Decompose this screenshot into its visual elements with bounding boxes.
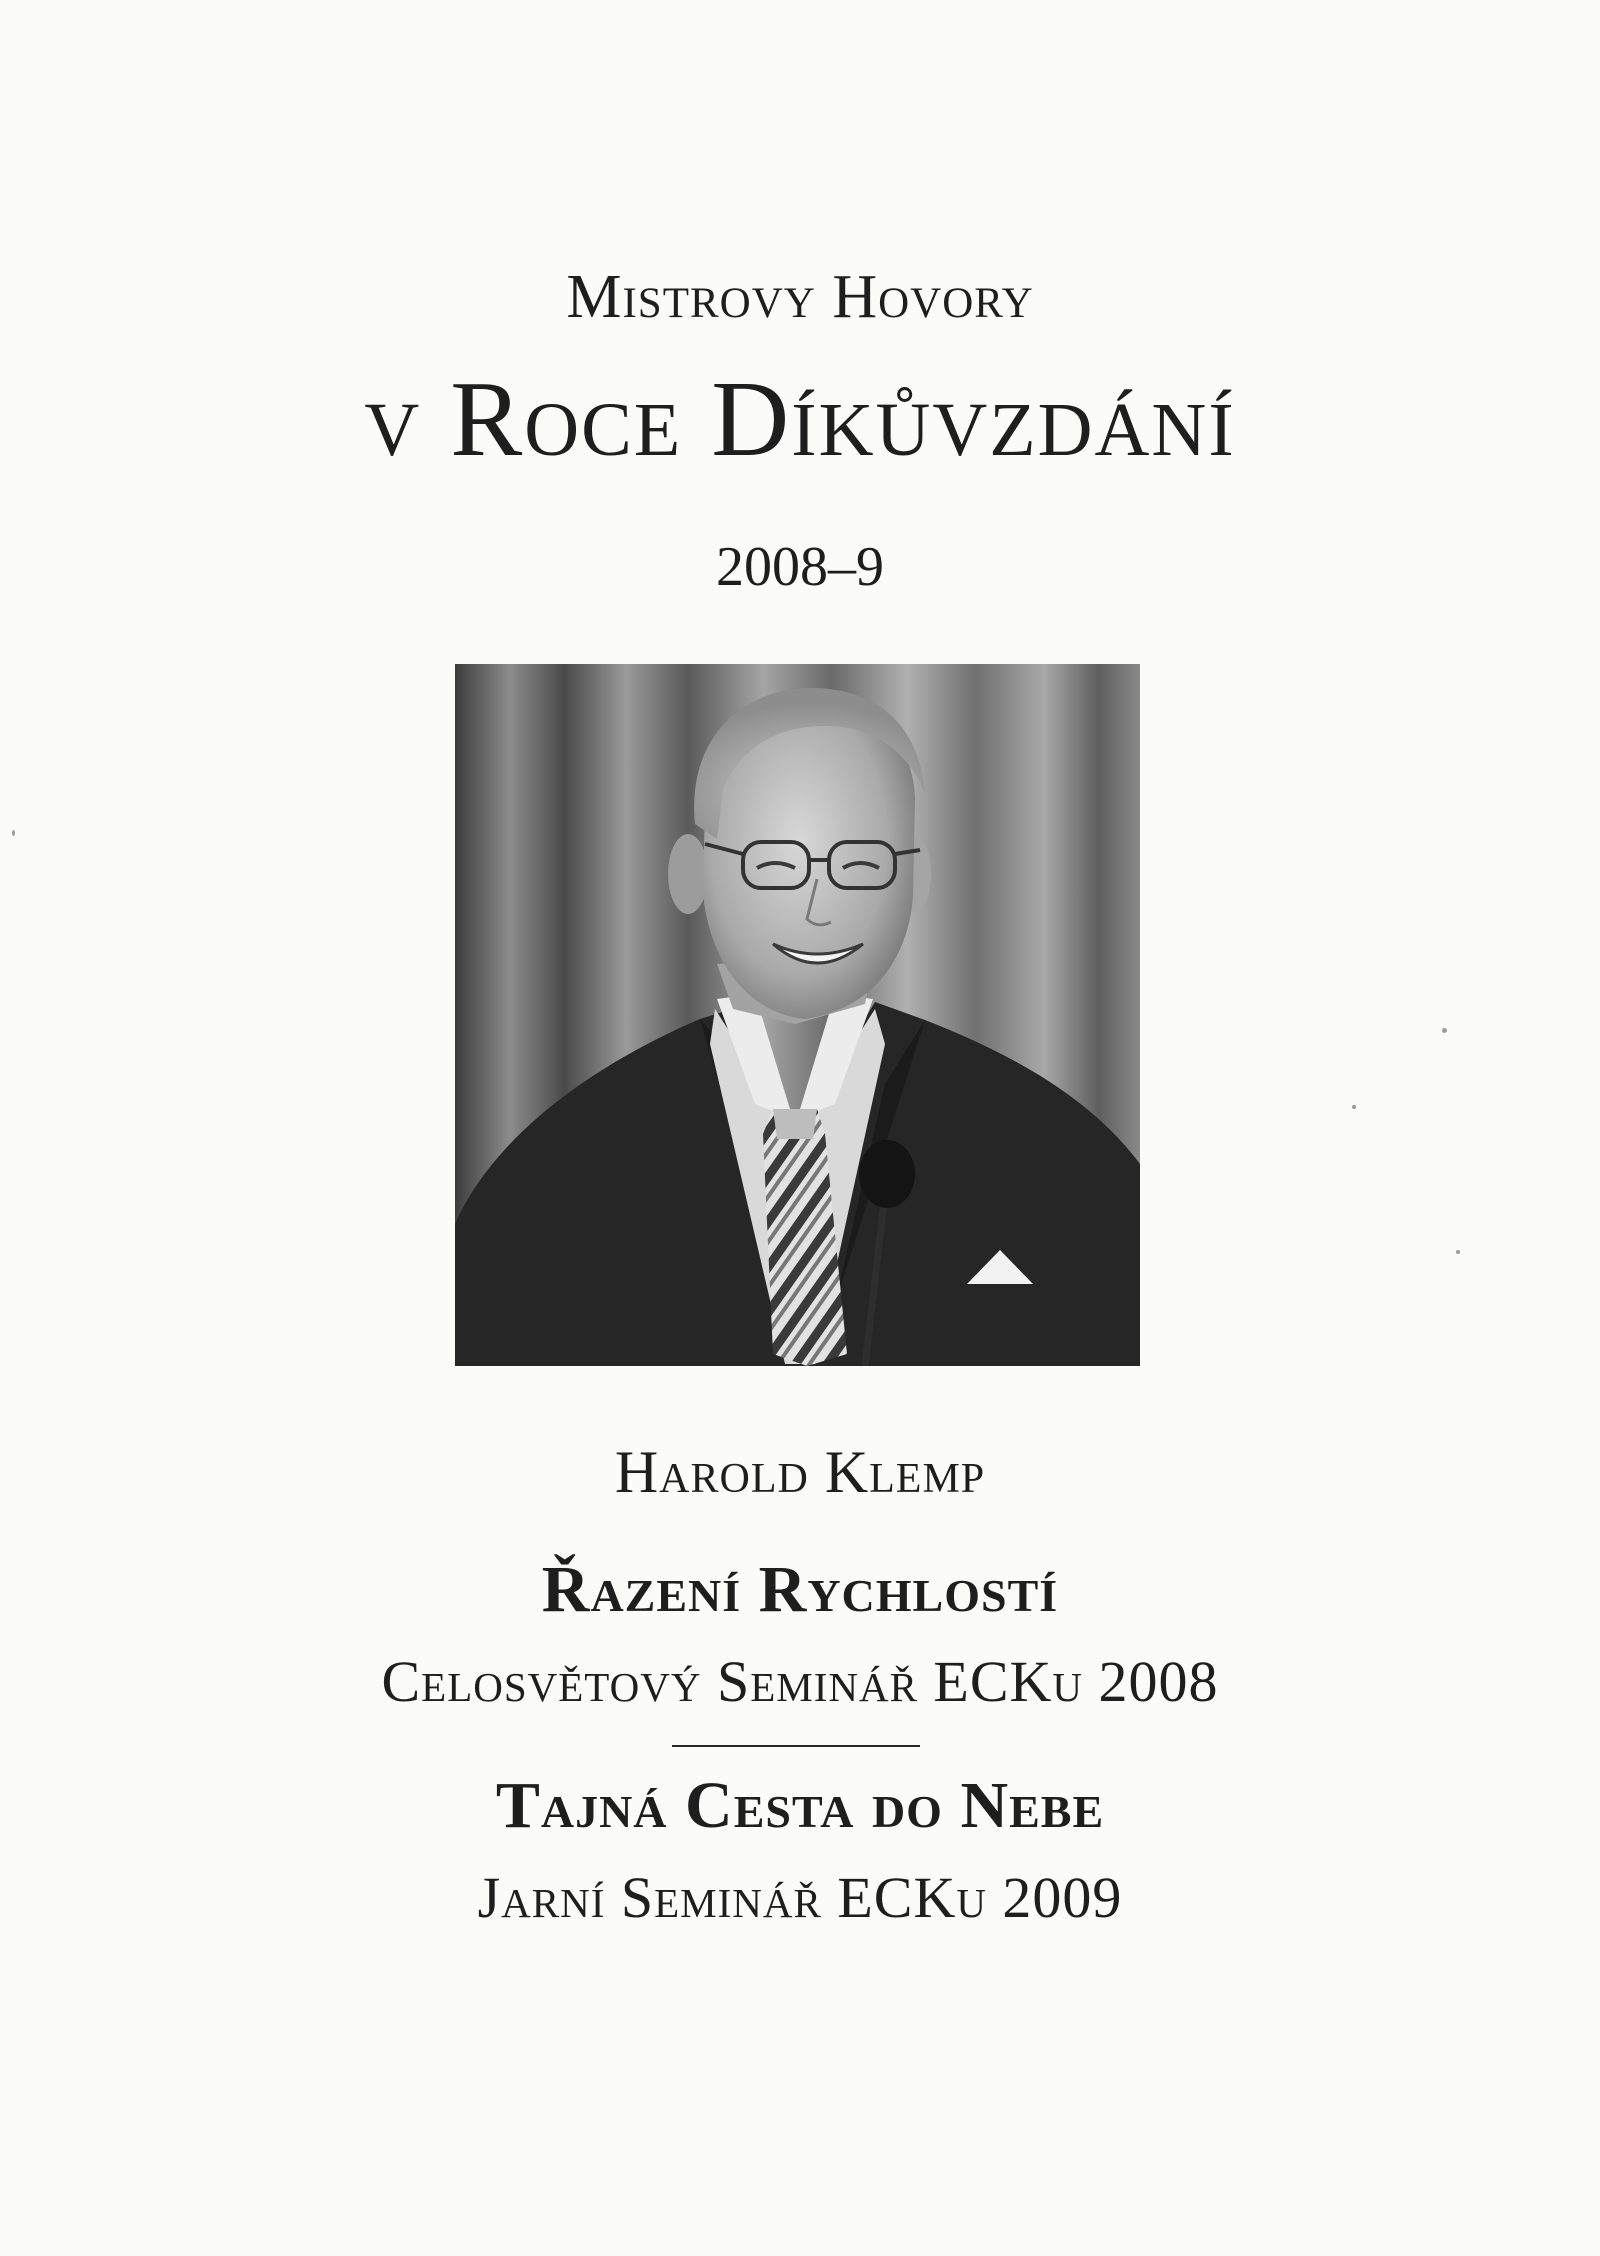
talk-1-subtitle: Celosvětový Seminář ECKu 2008 [381, 1649, 1219, 1714]
series-title: Mistrovy Hovory [566, 263, 1034, 331]
author-name: Harold Klemp [614, 1439, 986, 1505]
years: 2008–9 [716, 536, 884, 598]
scan-speck [1442, 1028, 1447, 1033]
author-photo [455, 664, 1140, 1366]
scan-speck [12, 830, 15, 836]
scan-speck [1456, 1250, 1460, 1254]
talk-2-subtitle: Jarní Seminář ECKu 2009 [477, 1865, 1123, 1930]
divider [672, 1745, 920, 1747]
talk-2-title: Tajná Cesta do Nebe [495, 1769, 1105, 1842]
scan-speck [1352, 1105, 1356, 1109]
talk-1-title: Řazení Rychlostí [541, 1553, 1059, 1626]
book-title: v Roce Díkůvzdání [364, 360, 1236, 479]
